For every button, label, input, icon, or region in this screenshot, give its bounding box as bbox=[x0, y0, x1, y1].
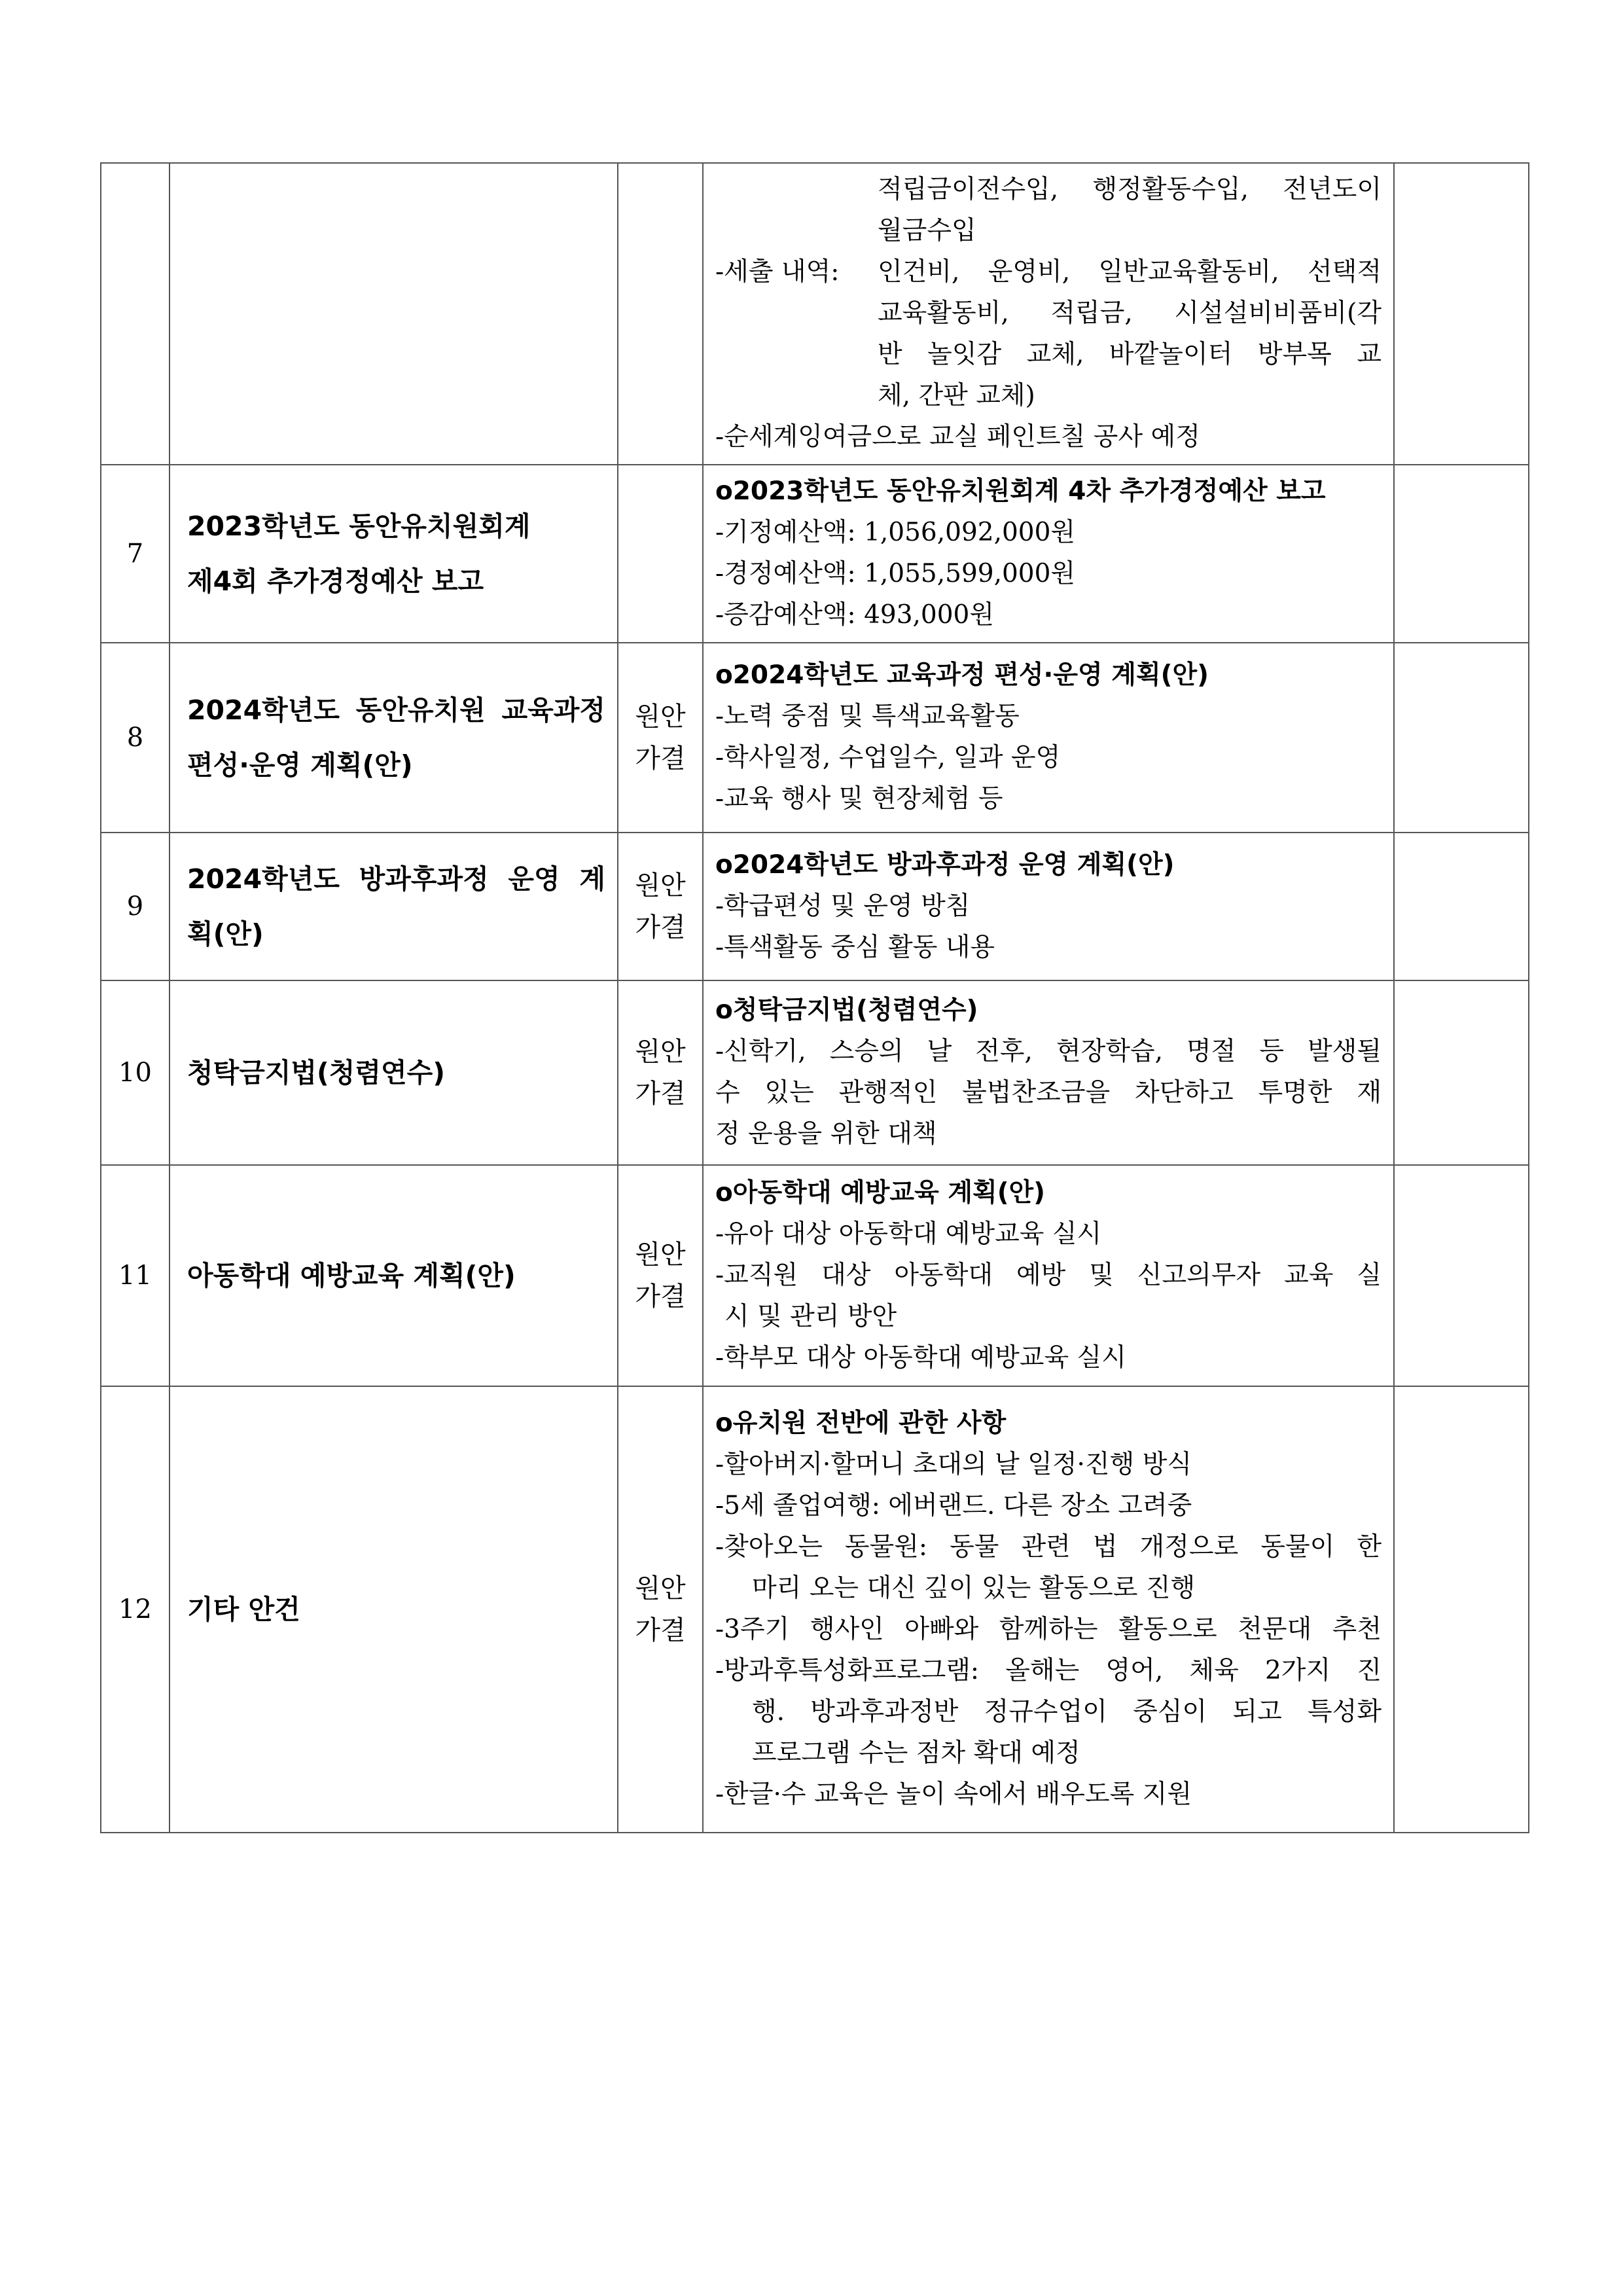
content-line: -방과후특성화프로그램: 올해는 영어, 체육 2가지 진 bbox=[715, 1656, 1382, 1685]
content-line: -한글·수 교육은 놀이 속에서 배우도록 지원 bbox=[715, 1780, 1192, 1809]
agenda-result bbox=[618, 980, 703, 1165]
content-line: 행. 방과후과정반 정규수업이 중심이 되고 특성화 bbox=[752, 1697, 1382, 1727]
remarks-cell bbox=[1394, 163, 1529, 465]
content-line: 인건비, 운영비, 일반교육활동비, 선택적 bbox=[878, 257, 1382, 287]
result-line: 가결 bbox=[635, 1282, 686, 1312]
remarks-cell bbox=[1394, 980, 1529, 1165]
agenda-title bbox=[169, 833, 618, 980]
content-line: -증감예산액: 493,000원 bbox=[715, 600, 995, 630]
title-line: 편성·운영 계획(안) bbox=[187, 749, 413, 781]
row-number: 11 bbox=[101, 1165, 169, 1386]
content-line: 수 있는 관행적인 불법찬조금을 차단하고 투명한 재 bbox=[715, 1078, 1382, 1107]
content-line: 정 운용을 위한 대책 bbox=[715, 1119, 937, 1149]
agenda-title bbox=[169, 980, 618, 1165]
agenda-title bbox=[169, 643, 618, 833]
content-line: 체, 간판 교체) bbox=[878, 381, 1035, 410]
title-line: 기타 안건 bbox=[187, 1594, 300, 1625]
agenda-content bbox=[703, 980, 1394, 1165]
content-line: -교육 행사 및 현장체험 등 bbox=[715, 784, 1003, 814]
table-row bbox=[101, 980, 1529, 1165]
title-line: 2023학년도 동안유치원회계 bbox=[187, 511, 531, 542]
agenda-result bbox=[618, 465, 703, 643]
row-number: 7 bbox=[101, 465, 169, 643]
remarks-cell bbox=[1394, 1165, 1529, 1386]
result-line: 가결 bbox=[635, 1615, 686, 1645]
content-line: -학사일정, 수업일수, 일과 운영 bbox=[715, 743, 1061, 772]
content-line: -노력 중점 및 특색교육활동 bbox=[715, 702, 1020, 731]
result-line: 가결 bbox=[635, 912, 686, 942]
content-line: 반 놀잇감 교체, 바깥놀이터 방부목 교 bbox=[878, 340, 1382, 369]
title-line: 2024학년도 동안유치원 교육과정 bbox=[187, 694, 605, 726]
content-line: -학부모 대상 아동학대 예방교육 실시 bbox=[715, 1342, 1126, 1372]
agenda-title bbox=[169, 1165, 618, 1386]
remarks-cell bbox=[1394, 1386, 1529, 1833]
content-line: -신학기, 스승의 날 전후, 현장학습, 명절 등 발생될 bbox=[715, 1037, 1382, 1066]
content-line: -유아 대상 아동학대 예방교육 실시 bbox=[715, 1219, 1102, 1249]
result-line: 원안 bbox=[635, 1240, 686, 1270]
agenda-result bbox=[618, 1386, 703, 1833]
table-row bbox=[101, 1165, 1529, 1386]
table-row bbox=[101, 833, 1529, 980]
remarks-cell bbox=[1394, 833, 1529, 980]
table-row bbox=[101, 465, 1529, 643]
content-line: -찾아오는 동물원: 동물 관련 법 개정으로 동물이 한 bbox=[715, 1532, 1382, 1562]
row-number bbox=[101, 163, 169, 465]
result-line: 가결 bbox=[635, 744, 686, 774]
result-line: 원안 bbox=[635, 1573, 686, 1604]
agenda-result bbox=[618, 1165, 703, 1386]
agenda-content bbox=[703, 833, 1394, 980]
content-line: -기정예산액: 1,056,092,000원 bbox=[715, 518, 1076, 547]
content-heading: o아동학대 예방교육 계획(안) bbox=[715, 1177, 1046, 1208]
row-number: 10 bbox=[101, 980, 169, 1165]
title-line: 획(안) bbox=[187, 918, 264, 950]
content-label: -세출 내역: bbox=[715, 257, 840, 287]
agenda-result bbox=[618, 163, 703, 465]
content-line: 월금수입 bbox=[878, 216, 976, 245]
content-line: 시 및 관리 방안 bbox=[724, 1301, 897, 1331]
content-line: 적립금이전수입, 행정활동수입, 전년도이 bbox=[878, 175, 1382, 204]
title-line: 2024학년도 방과후과정 운영 계 bbox=[187, 863, 605, 895]
content-line: -5세 졸업여행: 에버랜드. 다른 장소 고려중 bbox=[715, 1491, 1192, 1520]
content-heading: o유치원 전반에 관한 사항 bbox=[715, 1408, 1007, 1438]
content-line: 프로그램 수는 점차 확대 예정 bbox=[752, 1738, 1080, 1768]
content-line: 교육활동비, 적립금, 시설설비비품비(각 bbox=[878, 298, 1382, 328]
content-heading: o청탁금지법(청렴연수) bbox=[715, 996, 978, 1025]
content-line: -경정예산액: 1,055,599,000원 bbox=[715, 559, 1076, 588]
result-line: 원안 bbox=[635, 702, 686, 732]
agenda-content bbox=[703, 643, 1394, 833]
agenda-result bbox=[618, 833, 703, 980]
table-row bbox=[101, 643, 1529, 833]
table-row bbox=[101, 1386, 1529, 1833]
result-line: 원안 bbox=[635, 870, 686, 901]
remarks-cell bbox=[1394, 643, 1529, 833]
table-row-continuation bbox=[101, 163, 1529, 465]
content-heading: o2024학년도 교육과정 편성·운영 계획(안) bbox=[715, 660, 1209, 690]
agenda-table bbox=[100, 162, 1529, 1833]
row-number: 12 bbox=[101, 1386, 169, 1833]
remarks-cell bbox=[1394, 465, 1529, 643]
content-heading: o2023학년도 동안유치원회계 4차 추가경정예산 보고 bbox=[715, 476, 1326, 506]
title-line: 청탁금지법(청렴연수) bbox=[187, 1057, 445, 1088]
content-line: 마리 오는 대신 깊이 있는 활동으로 진행 bbox=[752, 1573, 1196, 1603]
agenda-result bbox=[618, 643, 703, 833]
agenda-content bbox=[703, 465, 1394, 643]
content-line: -특색활동 중심 활동 내용 bbox=[715, 932, 995, 962]
title-line: 아동학대 예방교육 계획(안) bbox=[187, 1260, 516, 1291]
agenda-title bbox=[169, 465, 618, 643]
agenda-content bbox=[703, 1386, 1394, 1833]
row-number: 8 bbox=[101, 643, 169, 833]
agenda-content bbox=[703, 163, 1394, 465]
result-line: 원안 bbox=[635, 1037, 686, 1067]
content-line: -할아버지·할머니 초대의 날 일정·진행 방식 bbox=[715, 1450, 1192, 1479]
content-line: -순세계잉여금으로 교실 페인트칠 공사 예정 bbox=[715, 422, 1200, 452]
content-heading: o2024학년도 방과후과정 운영 계획(안) bbox=[715, 850, 1175, 880]
content-line: -3주기 행사인 아빠와 함께하는 활동으로 천문대 추천 bbox=[715, 1615, 1382, 1644]
content-labeled-item bbox=[715, 251, 1382, 416]
title-line: 제4회 추가경정예산 보고 bbox=[187, 565, 484, 597]
agenda-title bbox=[169, 1386, 618, 1833]
result-line: 가결 bbox=[635, 1079, 686, 1109]
agenda-content bbox=[703, 1165, 1394, 1386]
content-line: -교직원 대상 아동학대 예방 및 신고의무자 교육 실 bbox=[715, 1260, 1382, 1290]
row-number: 9 bbox=[101, 833, 169, 980]
content-line: -학급편성 및 운영 방침 bbox=[715, 891, 971, 921]
agenda-title bbox=[169, 163, 618, 465]
